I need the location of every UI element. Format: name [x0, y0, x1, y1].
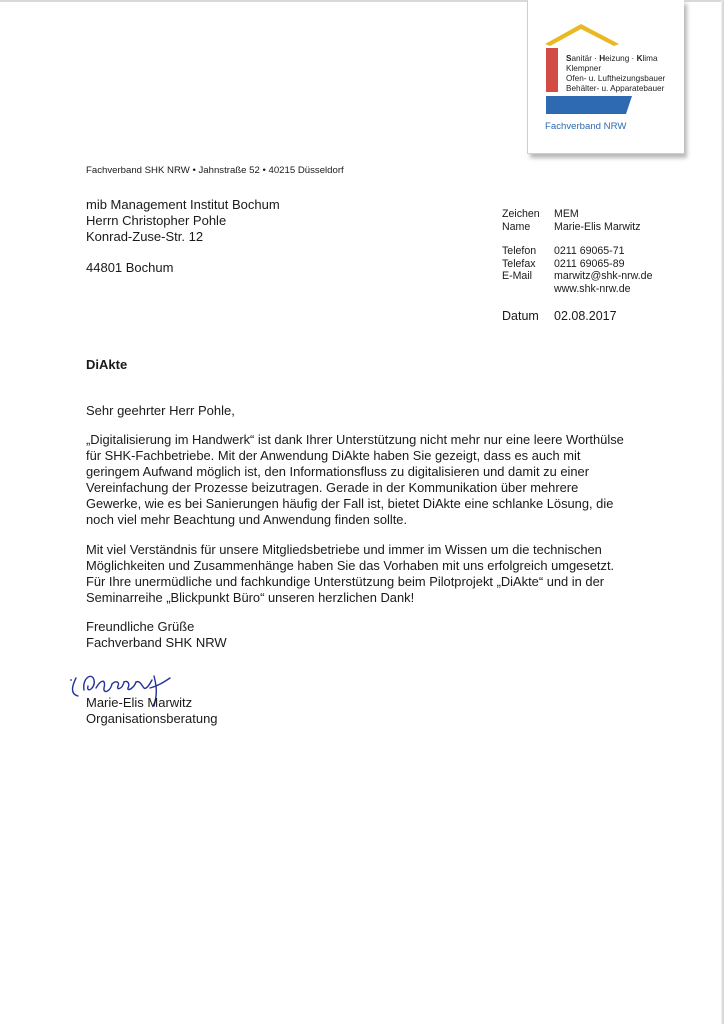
paragraph-line: Seminarreihe „Blickpunkt Büro“ unseren herzlichen Dank!	[86, 590, 415, 606]
logo-tagline-1: Sanitär · Heizung · Klima	[566, 54, 658, 63]
salutation: Sehr geehrter Herr Pohle,	[86, 403, 235, 418]
telefax-value: 0211 69065-89	[554, 258, 625, 270]
email-value[interactable]: marwitz@shk-nrw.de	[554, 270, 653, 282]
name-label: Name	[502, 221, 531, 233]
logo-tagline-4: Behälter- u. Apparatebauer	[566, 84, 665, 93]
telefon-value: 0211 69065-71	[554, 245, 625, 257]
paragraph-line: Für Ihre unermüdliche und fachkundige Unterstützung beim Pilotprojekt „DiAkte“ und in der	[86, 574, 605, 590]
signer-role: Organisationsberatung	[86, 711, 218, 726]
letter-subject: DiAkte	[86, 357, 128, 372]
paragraph-line: „Digitalisierung im Handwerk“ ist dank Ihrer Unterstützung nicht mehr nur eine leere Worthülse	[86, 432, 624, 447]
logo-tagline-3: Ofen- u. Luftheizungsbauer	[566, 74, 666, 83]
recipient-company: mib Management Institut Bochum	[86, 197, 280, 212]
zeichen-label: Zeichen	[502, 208, 540, 220]
paragraph-line: geringem Aufwand möglich ist, den Informationsfluss zu digitalisieren und damit zu einer	[86, 464, 589, 480]
recipient-city: 44801 Bochum	[86, 260, 174, 275]
closing-greeting: Freundliche Grüße	[86, 619, 195, 634]
logo-red-bar-icon	[546, 48, 558, 92]
paragraph-line: Gewerke, wie es bei Sanierungen häufig der Fall ist, bietet DiAkte eine schlanke Lösung, die	[86, 496, 614, 512]
website-value[interactable]: www.shk-nrw.de	[554, 283, 631, 295]
closing-organization: Fachverband SHK NRW	[86, 635, 227, 650]
telefax-label: Telefax	[502, 258, 536, 270]
datum-value: 02.08.2017	[554, 309, 617, 323]
paragraph-line: für SHK-Fachbetriebe. Mit der Anwendung DiAkte haben Sie gezeigt, dass es auch mit	[86, 448, 581, 464]
email-label: E-Mail	[502, 270, 533, 282]
signer-name: Marie-Elis Marwitz	[86, 695, 193, 710]
body-paragraph-2	[86, 542, 666, 606]
logo-name: Fachverband NRW	[545, 121, 627, 132]
datum-label: Datum	[502, 309, 539, 323]
recipient-person: Herrn Christopher Pohle	[86, 213, 227, 228]
telefon-label: Telefon	[502, 245, 537, 257]
logo-roof-icon	[545, 24, 619, 46]
recipient-street: Konrad-Zuse-Str. 12	[86, 229, 204, 244]
logo-blue-base-icon	[546, 96, 632, 114]
body-paragraph-1	[86, 432, 666, 529]
logo-tagline-2: Klempner	[566, 64, 602, 73]
paragraph-line: Vereinfachung der Prozesse beizutragen. Gerade in der Kommunikation über mehrere	[86, 480, 579, 496]
paragraph-line: Mit viel Verständnis für unsere Mitgliedsbetriebe und immer im Wissen um die technischen	[86, 542, 602, 557]
paragraph-line: noch viel mehr Beachtung und Anwendung finden sollte.	[86, 512, 408, 528]
zeichen-value: MEM	[554, 208, 579, 220]
name-value: Marie-Elis Marwitz	[554, 221, 641, 233]
paragraph-line: Möglichkeiten und Zusammenhänge haben Sie das Vorhaben mit uns erfolgreich umgesetzt.	[86, 558, 615, 574]
sender-line: Fachverband SHK NRW • Jahnstraße 52 • 40215 Düsseldorf	[86, 165, 344, 176]
